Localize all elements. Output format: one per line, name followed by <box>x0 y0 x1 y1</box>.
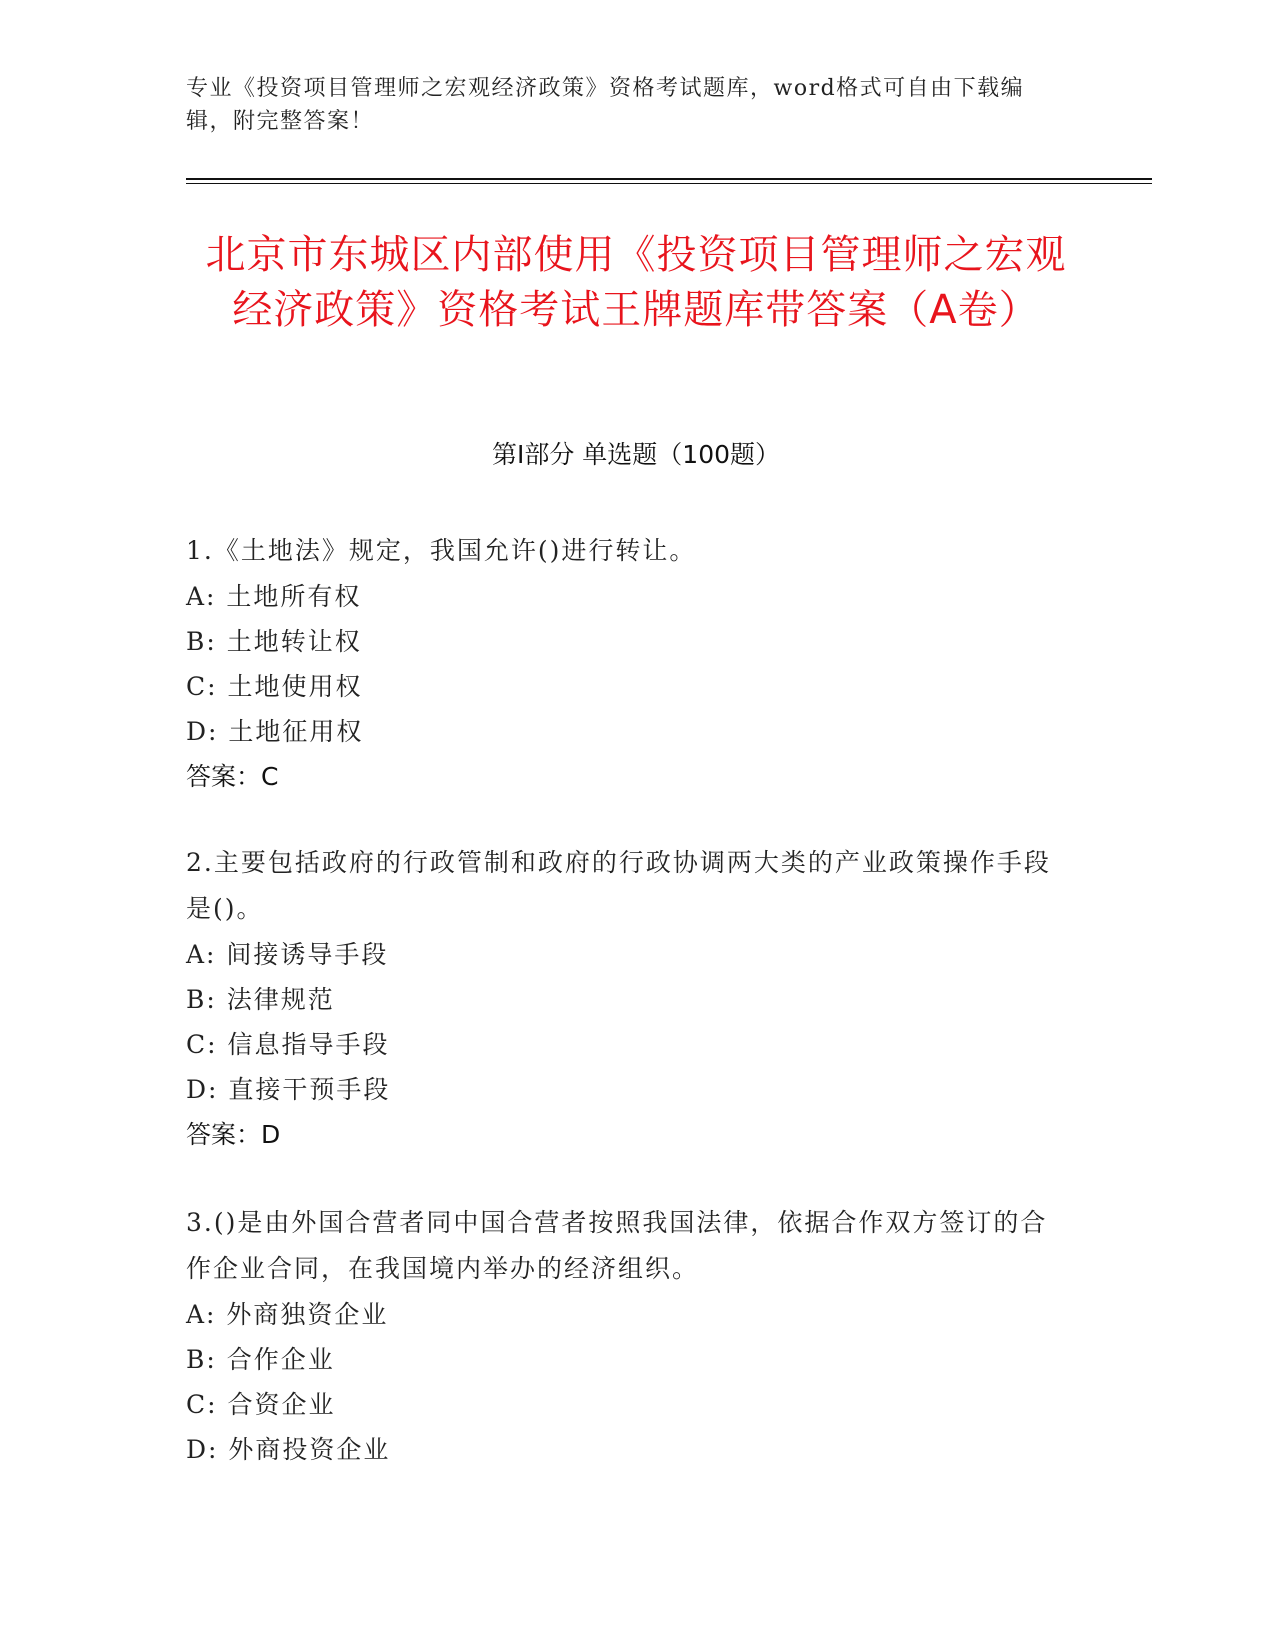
answer-line: 答案：D <box>186 1120 281 1149</box>
option-d: D: 直接干预手段 <box>186 1075 391 1104</box>
header-divider <box>186 178 1152 180</box>
document-title: 北京市东城区内部使用《投资项目管理师之宏观经济政策》资格考试王牌题库带答案（A卷） <box>205 232 1067 333</box>
option-a: A: 间接诱导手段 <box>186 940 389 969</box>
option-a: A: 外商独资企业 <box>186 1300 389 1329</box>
question-stem: 3.()是由外国合营者同中国合营者按照我国法律，依据合作双方签订的合作企业合同，在我国境内举办的经济组织。 <box>186 1208 1048 1283</box>
question-3 <box>186 1200 1066 1472</box>
header-divider-thin <box>186 183 1152 184</box>
section-heading: 第I部分 单选题（100题） <box>491 440 781 469</box>
option-c: C: 土地使用权 <box>186 672 363 701</box>
question-2 <box>186 840 1066 1157</box>
question-1 <box>186 528 1066 799</box>
header-note: 专业《投资项目管理师之宏观经济政策》资格考试题库，word格式可自由下载编辑，附完整答案！ <box>186 76 1025 134</box>
option-b: B: 土地转让权 <box>186 627 362 656</box>
answer-line: 答案：C <box>186 762 279 791</box>
option-d: D: 外商投资企业 <box>186 1435 391 1464</box>
option-c: C: 合资企业 <box>186 1390 336 1419</box>
option-b: B: 合作企业 <box>186 1345 335 1374</box>
option-c: C: 信息指导手段 <box>186 1030 390 1059</box>
option-a: A: 土地所有权 <box>186 582 362 611</box>
option-d: D: 土地征用权 <box>186 717 364 746</box>
question-stem: 2.主要包括政府的行政管制和政府的行政协调两大类的产业政策操作手段是()。 <box>186 848 1051 923</box>
option-b: B: 法律规范 <box>186 985 335 1014</box>
question-stem: 1.《土地法》规定，我国允许()进行转让。 <box>186 536 697 565</box>
